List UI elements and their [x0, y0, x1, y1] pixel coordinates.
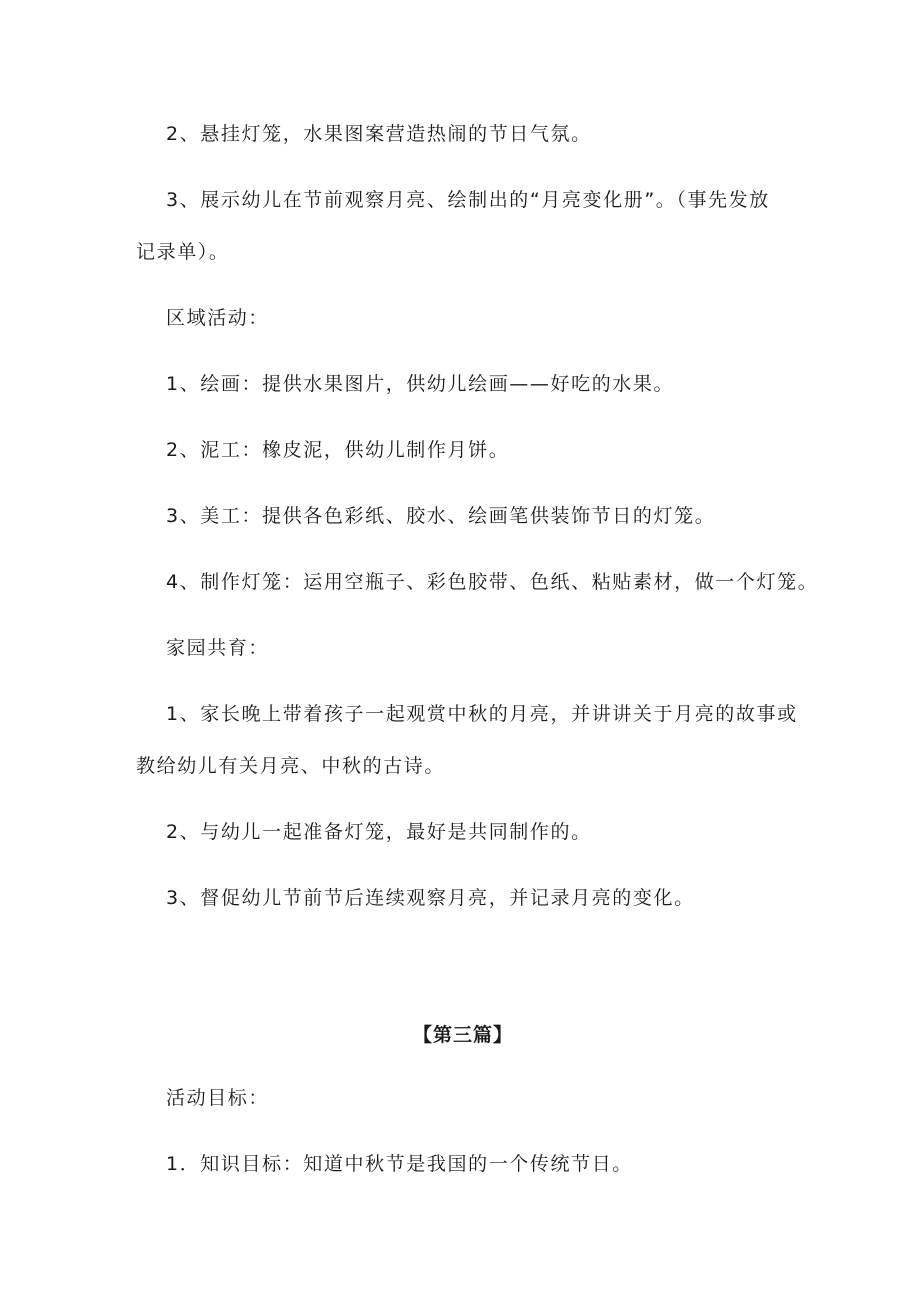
home-item-3: 3、督促幼儿节前节后连续观察月亮，并记录月亮的变化。 [166, 887, 695, 909]
section-heading-goals: 活动目标： [166, 1087, 270, 1109]
part-title: 【第三篇】 [413, 1024, 514, 1046]
goal-item-1: 1．知识目标：知道中秋节是我国的一个传统节日。 [166, 1153, 633, 1175]
paragraph-decoration-item-2: 2、悬挂灯笼，水果图案营造热闹的节日气氛。 [166, 123, 592, 145]
home-item-1-cont: 教给幼儿有关月亮、中秋的古诗。 [136, 755, 446, 777]
section-heading-home-school: 家园共育： [166, 637, 270, 659]
section-heading-area-activities: 区域活动： [166, 307, 270, 329]
paragraph-display-item-3: 3、展示幼儿在节前观察月亮、绘制出的“月亮变化册”。（事先发放 [166, 189, 770, 211]
area-item-clay: 2、泥工：橡皮泥，供幼儿制作月饼。 [166, 439, 510, 461]
area-item-art: 3、美工：提供各色彩纸、胶水、绘画笔供装饰节日的灯笼。 [166, 505, 716, 527]
home-item-2: 2、与幼儿一起准备灯笼，最好是共同制作的。 [166, 821, 592, 843]
area-item-painting: 1、绘画：提供水果图片，供幼儿绘画——好吃的水果。 [166, 373, 675, 395]
area-item-lantern: 4、制作灯笼：运用空瓶子、彩色胶带、色纸、粘贴素材，做一个灯笼。 [166, 571, 819, 593]
home-item-1: 1、家长晚上带着孩子一起观赏中秋的月亮，并讲讲关于月亮的故事或 [166, 703, 798, 725]
paragraph-display-item-3-cont: 记录单）。 [136, 241, 230, 263]
